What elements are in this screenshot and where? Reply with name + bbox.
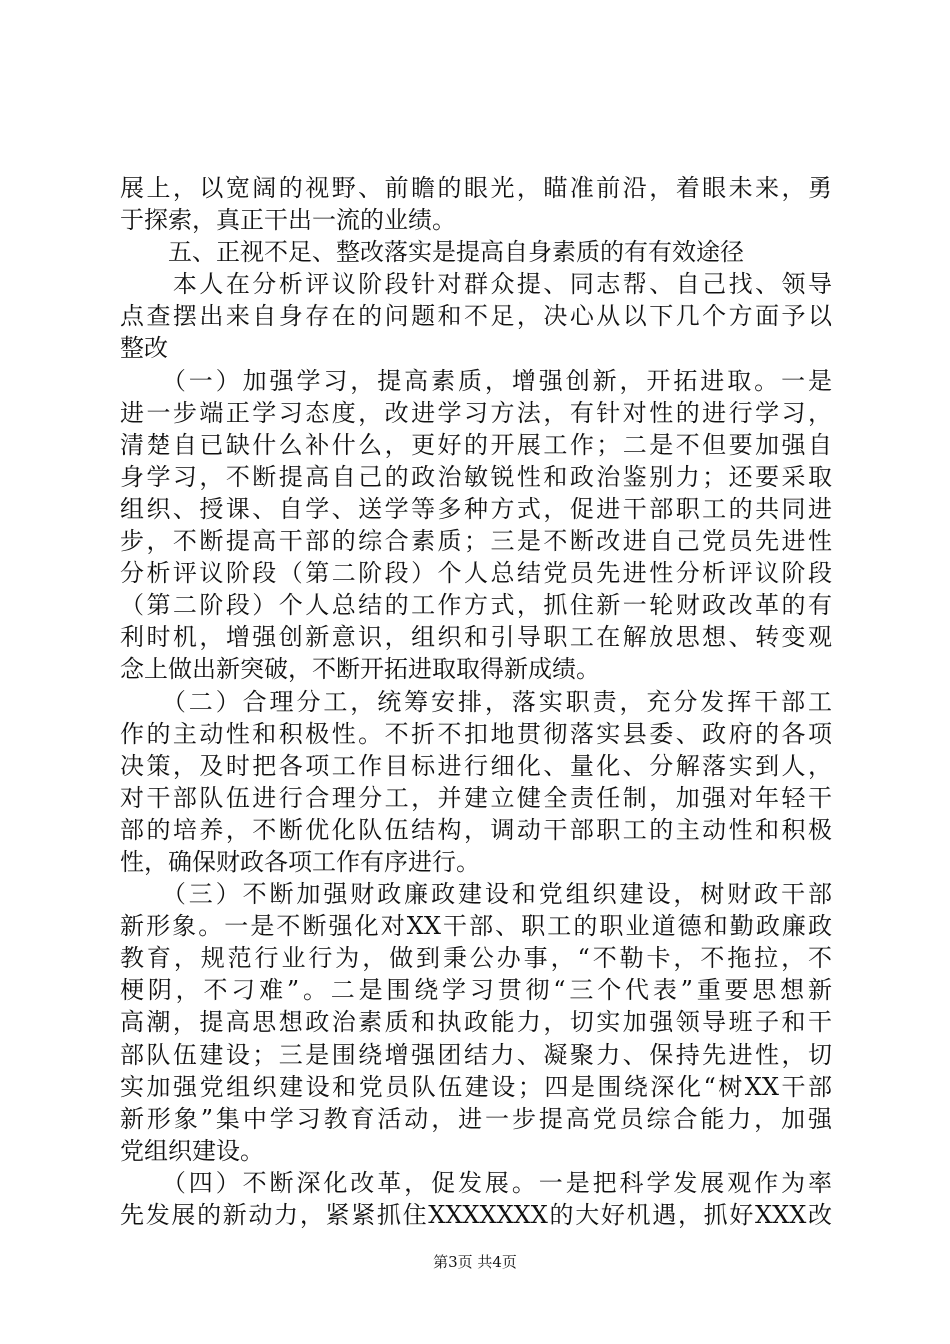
text-line: 念上做出新突破，不断开拓进取取得新成绩。 <box>120 655 600 684</box>
text-line: 部的培养，不断优化队伍结构，调动干部职工的主动性和积极 <box>120 815 832 844</box>
text-line: 步，不断提高干部的综合素质；三是不断改进自己党员先进性 <box>120 527 832 556</box>
text-line: 组织、授课、自学、送学等多种方式，促进干部职工的共同进 <box>120 494 832 523</box>
text-line: 利时机，增强创新意识，组织和引导职工在解放思想、转变观 <box>120 623 832 652</box>
text-line: （三）不断加强财政廉政建设和党组织建设，树财政干部 <box>120 880 832 909</box>
text-line: 先发展的新动力，紧紧抓住XXXXXXX的大好机遇，抓好XXX改 <box>120 1201 832 1229</box>
text-line: 新形象。一是不断强化对XX干部、职工的职业道德和勤政廉政 <box>120 912 832 941</box>
text-line: 决策，及时把各项工作目标进行细化、量化、分解落实到人， <box>120 751 832 780</box>
text-line: 分析评议阶段（第二阶段）个人总结党员先进性分析评议阶段 <box>120 559 832 588</box>
text-line: 展上，以宽阔的视野、前瞻的眼光，瞄准前沿，着眼未来，勇 <box>120 174 832 202</box>
text-line: 高潮，提高思想政治素质和执政能力，切实加强领导班子和干 <box>120 1008 832 1037</box>
section-heading: 五、正视不足、整改落实是提高自身素质的有有效途径 <box>120 238 744 267</box>
text-line: 部队伍建设；三是围绕增强团结力、凝聚力、保持先进性，切 <box>120 1040 832 1069</box>
page-footer <box>0 1252 950 1272</box>
text-line: 本人在分析评议阶段针对群众提、同志帮、自己找、领导 <box>120 270 832 299</box>
text-line: 清楚自已缺什么补什么，更好的开展工作；二是不但要加强自 <box>120 430 832 459</box>
text-line: 性，确保财政各项工作有序进行。 <box>120 847 480 876</box>
text-line: 新形象”集中学习教育活动，进一步提高党员综合能力，加强 <box>120 1104 832 1133</box>
text-line: 于探索，真正干出一流的业绩。 <box>120 206 456 235</box>
text-line: （一）加强学习，提高素质，增强创新，开拓进取。一是 <box>120 366 832 395</box>
text-line: 整改 <box>120 334 168 363</box>
text-line: 进一步端正学习态度，改进学习方法，有针对性的进行学习， <box>120 398 832 427</box>
text-line: 实加强党组织建设和党员队伍建设；四是围绕深化“树XX干部 <box>120 1072 832 1101</box>
text-line: （四）不断深化改革，促发展。一是把科学发展观作为率 <box>120 1168 832 1197</box>
text-line: （二）合理分工，统筹安排，落实职责，充分发挥干部工 <box>120 687 832 716</box>
text-line: 对干部队伍进行合理分工，并建立健全责任制，加强对年轻干 <box>120 783 832 812</box>
text-line: 点查摆出来自身存在的问题和不足，决心从以下几个方面予以 <box>120 302 832 331</box>
text-line: 党组织建设。 <box>120 1136 264 1165</box>
page-number-label: 第3页 共4页 <box>433 1253 517 1271</box>
text-line: （第二阶段）个人总结的工作方式，抓住新一轮财政改革的有 <box>120 591 832 620</box>
text-line: 身学习，不断提高自己的政治敏锐性和政治鉴别力；还要采取 <box>120 462 832 491</box>
text-line: 梗阴，不刁难”。二是围绕学习贯彻“三个代表”重要思想新 <box>120 976 832 1005</box>
document-body <box>120 172 832 1231</box>
text-line: 教育，规范行业行为，做到秉公办事，“不勒卡，不拖拉，不 <box>120 944 832 973</box>
text-line: 作的主动性和积极性。不折不扣地贯彻落实县委、政府的各项 <box>120 719 832 748</box>
